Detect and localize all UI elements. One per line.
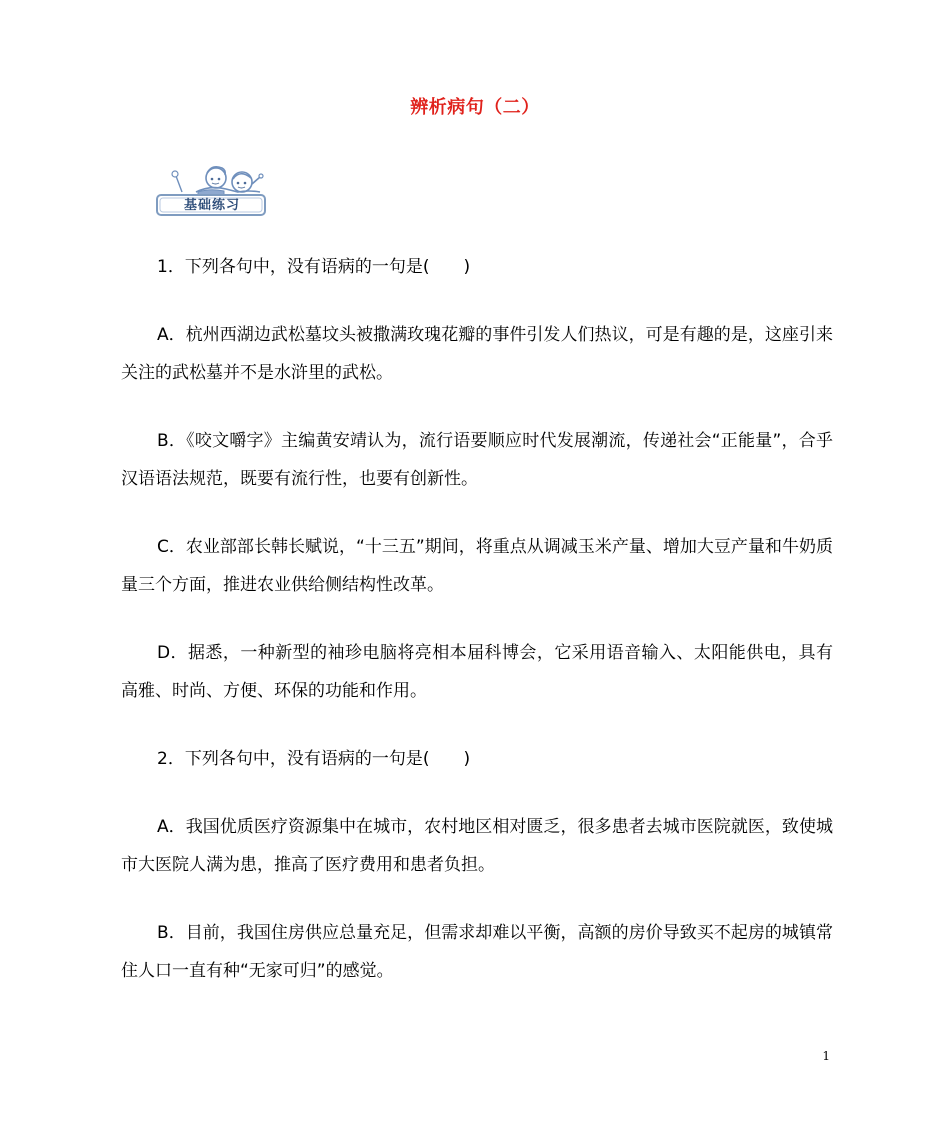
page-title: 辨析病句（二） — [410, 97, 540, 118]
section-badge — [152, 162, 270, 218]
question-list — [121, 248, 833, 1020]
question-1-option-d: D．据悉，一种新型的袖珍电脑将亮相本届科博会，它采用语音输入、太阳能供电，具有高雅、时尚、方便、环保的功能和作用。 — [121, 643, 833, 701]
question-2-option-b: B．目前，我国住房供应总量充足，但需求却难以平衡，高额的房价导致买不起房的城镇常住人口一直有种“无家可归”的感觉。 — [121, 923, 833, 981]
section-badge-label: 基础练习 — [183, 198, 240, 213]
question-2-option-a: A．我国优质医疗资源集中在城市，农村地区相对匮乏，很多患者去城市医院就医，致使城市大医院人满为患，推高了医疗费用和患者负担。 — [121, 817, 833, 875]
question-1-option-a: A．杭州西湖边武松墓坟头被撒满玫瑰花瓣的事件引发人们热议，可是有趣的是，这座引来关注的武松墓并不是水浒里的武松。 — [121, 325, 833, 383]
question-stem-1: 1．下列各句中，没有语病的一句是( ) — [157, 257, 471, 277]
question-1-option-c: C．农业部部长韩长赋说，“十三五”期间，将重点从调减玉米产量、增加大豆产量和牛奶质量三个方面，推进农业供给侧结构性改革。 — [121, 537, 833, 595]
question-stem-2: 2．下列各句中，没有语病的一句是( ) — [157, 749, 471, 769]
question-1-option-b: B．《咬文嚼字》主编黄安靖认为，流行语要顺应时代发展潮流，传递社会“正能量”，合乎汉语语法规范，既要有流行性，也要有创新性。 — [121, 431, 833, 489]
page-number: 1 — [822, 1049, 830, 1063]
